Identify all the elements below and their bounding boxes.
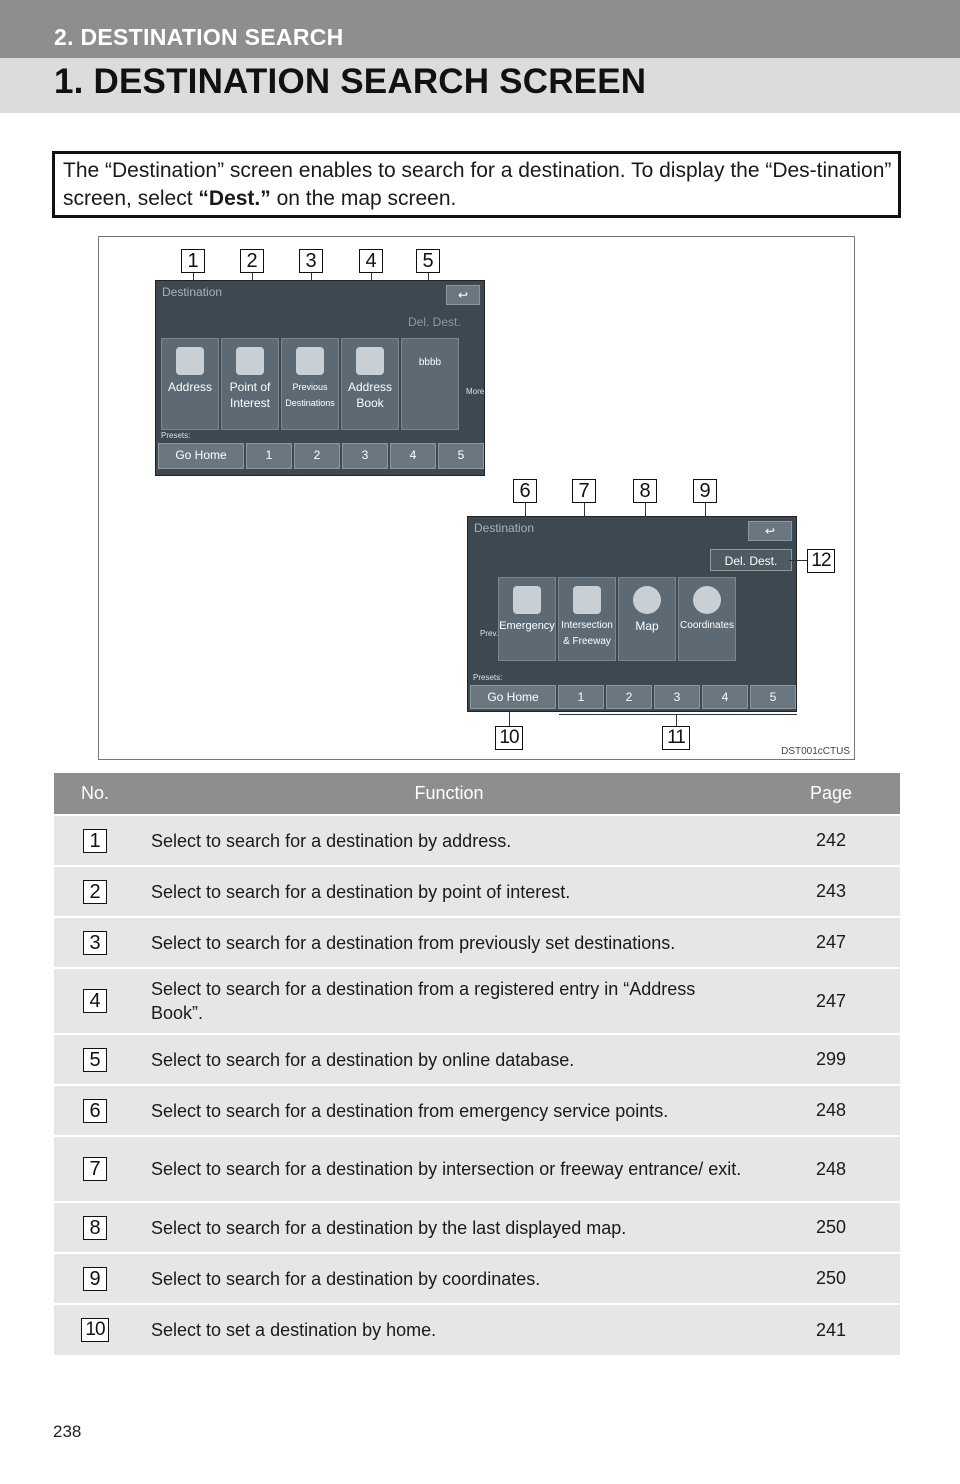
row-function: Select to search for a destination by point of interest. <box>136 866 762 917</box>
row-number: 6 <box>83 1099 107 1123</box>
previous-destinations-tile[interactable]: Previous Destinations <box>281 338 339 430</box>
leader-line <box>789 560 807 561</box>
section-title: 2. DESTINATION SEARCH <box>0 0 960 58</box>
intro-bold: “Dest.” <box>198 187 271 210</box>
road-icon <box>573 586 601 614</box>
row-number: 1 <box>83 829 107 853</box>
row-function: Select to search for a destination by address. <box>136 815 762 866</box>
destination-screen-2 <box>467 516 797 712</box>
table-row <box>54 1253 900 1304</box>
bracket-line <box>559 714 797 715</box>
row-function: Select to search for a destination from emergency service points. <box>136 1085 762 1136</box>
row-page: 247 <box>762 917 900 968</box>
address-tile[interactable]: Address <box>161 338 219 430</box>
row-function: Select to search for a destination by the last displayed map. <box>136 1202 762 1253</box>
back-button[interactable]: ↩ <box>748 521 792 541</box>
intersection-freeway-tile[interactable]: Intersection & Freeway <box>558 577 616 661</box>
header-no: No. <box>54 773 136 815</box>
callout-11: 11 <box>662 726 690 750</box>
go-home-button[interactable]: Go Home <box>470 685 556 709</box>
del-dest-button[interactable]: Del. Dest. <box>408 315 461 329</box>
row-page: 248 <box>762 1136 900 1202</box>
row-number: 5 <box>83 1048 107 1072</box>
preset-3[interactable]: 3 <box>654 685 700 709</box>
callout-1: 1 <box>181 249 205 273</box>
table-row <box>54 815 900 866</box>
table-row <box>54 968 900 1034</box>
callout-4: 4 <box>359 249 383 273</box>
poi-tile[interactable]: Point of Interest <box>221 338 279 430</box>
leader-line <box>676 714 677 726</box>
header-function: Function <box>136 773 762 815</box>
preset-5[interactable]: 5 <box>750 685 796 709</box>
row-number: 9 <box>83 1267 107 1291</box>
presets-label: Presets: <box>473 673 503 682</box>
callout-7: 7 <box>572 479 596 503</box>
leader-line <box>509 712 510 726</box>
row-page: 241 <box>762 1304 900 1355</box>
callout-3: 3 <box>299 249 323 273</box>
row-page: 299 <box>762 1034 900 1085</box>
preset-4[interactable]: 4 <box>702 685 748 709</box>
preset-3[interactable]: 3 <box>342 443 388 469</box>
online-database-tile[interactable]: bbbb <box>401 338 459 430</box>
prev-button[interactable]: Prev. <box>480 629 499 638</box>
callout-9: 9 <box>693 479 717 503</box>
compass-icon <box>633 586 661 614</box>
row-function: Select to search for a destination from previously set destinations. <box>136 917 762 968</box>
table-row <box>54 1202 900 1253</box>
address-book-tile[interactable]: Address Book <box>341 338 399 430</box>
row-page: 248 <box>762 1085 900 1136</box>
emergency-tile[interactable]: Emergency <box>498 577 556 661</box>
go-home-button[interactable]: Go Home <box>158 443 244 469</box>
preset-1[interactable]: 1 <box>558 685 604 709</box>
page-title: 1. DESTINATION SEARCH SCREEN <box>54 62 647 101</box>
del-dest-button[interactable]: Del. Dest. <box>710 549 792 571</box>
intro-text-end: on the map screen. <box>270 187 457 210</box>
callout-10: 10 <box>495 726 523 750</box>
callout-6: 6 <box>513 479 537 503</box>
callout-8: 8 <box>633 479 657 503</box>
row-function: Select to set a destination by home. <box>136 1304 762 1355</box>
row-number: 8 <box>83 1216 107 1240</box>
row-page: 242 <box>762 815 900 866</box>
row-function: Select to search for a destination by online database. <box>136 1034 762 1085</box>
row-function: Select to search for a destination from a registered entry in “Address Book”. <box>136 968 762 1034</box>
callout-2: 2 <box>240 249 264 273</box>
intro-box <box>52 151 901 218</box>
header-page: Page <box>762 773 900 815</box>
row-function: Select to search for a destination by intersection or freeway entrance/ exit. <box>136 1136 762 1202</box>
row-number: 2 <box>83 880 107 904</box>
flag-icon <box>296 347 324 375</box>
preset-4[interactable]: 4 <box>390 443 436 469</box>
address-icon <box>176 347 204 375</box>
screen-title: Destination <box>162 285 223 299</box>
map-tile[interactable]: Map <box>618 577 676 661</box>
figure-code: DST001cCTUS <box>781 746 850 757</box>
row-page: 247 <box>762 968 900 1034</box>
table-row <box>54 917 900 968</box>
callout-5: 5 <box>416 249 440 273</box>
row-number: 7 <box>83 1157 107 1181</box>
row-page: 250 <box>762 1202 900 1253</box>
preset-2[interactable]: 2 <box>606 685 652 709</box>
intro-text: The “Destination” screen enables to search for a destination. To display the “Des-tination” screen, select <box>63 159 892 210</box>
table-row <box>54 1136 900 1202</box>
row-number: 10 <box>81 1318 109 1342</box>
coordinates-tile[interactable]: Coordinates <box>678 577 736 661</box>
more-button[interactable]: More <box>466 387 485 396</box>
building-icon <box>236 347 264 375</box>
preset-2[interactable]: 2 <box>294 443 340 469</box>
row-page: 243 <box>762 866 900 917</box>
destination-figure <box>98 236 855 760</box>
presets-label: Presets: <box>161 431 191 440</box>
row-page: 250 <box>762 1253 900 1304</box>
row-number: 3 <box>83 931 107 955</box>
screen-title: Destination <box>474 521 535 535</box>
book-icon <box>356 347 384 375</box>
table-row <box>54 1085 900 1136</box>
page-number: 238 <box>53 1422 82 1441</box>
callout-12: 12 <box>807 549 835 573</box>
destination-screen-1 <box>155 280 485 476</box>
table-row <box>54 866 900 917</box>
globe-icon <box>693 586 721 614</box>
function-table <box>54 773 900 1355</box>
row-function: Select to search for a destination by coordinates. <box>136 1253 762 1304</box>
table-row <box>54 1034 900 1085</box>
back-button[interactable]: ↩ <box>446 285 480 305</box>
table-header-row <box>54 773 900 815</box>
preset-1[interactable]: 1 <box>246 443 292 469</box>
row-number: 4 <box>83 989 107 1013</box>
warning-icon <box>513 586 541 614</box>
table-row <box>54 1304 900 1355</box>
preset-5[interactable]: 5 <box>438 443 484 469</box>
